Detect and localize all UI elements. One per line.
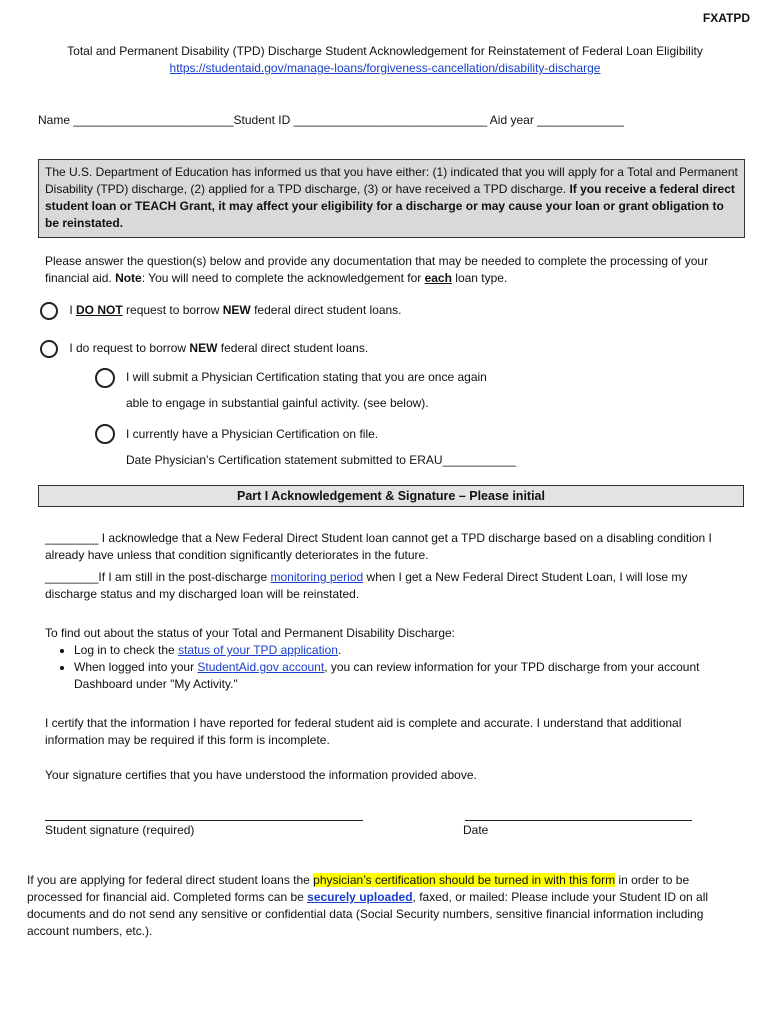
notice-bold-text: If you receive a federal direct student loan or TEACH Grant, it may affect your eligibility for a discharge or may cause your loan or grant obligation to be reinstated. <box>45 182 735 230</box>
ack-2-initial-field[interactable]: ________ <box>45 570 99 584</box>
suboption-will-submit-label-1: I will submit a Physician Certification stating that you are once again <box>126 370 487 384</box>
form-code: FXATPD <box>702 11 750 25</box>
url-link-container <box>0 60 770 77</box>
student-id-label: Student ID <box>233 113 291 127</box>
name-field[interactable]: ________________________ <box>73 113 234 127</box>
option-do-not-borrow[interactable] <box>40 302 402 320</box>
option-do-not-borrow-label: I DO NOT request to borrow NEW federal direct student loans. <box>69 303 402 318</box>
suboption-on-file[interactable] <box>95 424 115 444</box>
disability-discharge-link[interactable]: https://studentaid.gov/manage-loans/forgiveness-cancellation/disability-discharge <box>169 61 601 75</box>
student-id-field[interactable]: _____________________________ <box>293 113 488 127</box>
do-not-emphasis: DO NOT <box>76 303 123 318</box>
aid-year-label: Aid year <box>489 113 534 127</box>
student-signature-label: Student signature (required) <box>45 823 195 837</box>
ack-1-text: I acknowledge that a New Federal Direct Student loan cannot get a TPD discharge based on a disabling condition I already have unless that condition significantly deteriorates in the future. <box>45 531 712 562</box>
tpd-status-link[interactable]: status of your TPD application <box>178 643 338 657</box>
note-text-b: loan type. <box>451 271 508 285</box>
studentaid-account-link[interactable]: StudentAid.gov account <box>197 660 325 674</box>
status-intro: To find out about the status of your Total and Permanent Disability Discharge: <box>45 626 456 640</box>
option-do-borrow-label: I do request to borrow NEW federal direct student loans. <box>69 341 369 356</box>
securely-uploaded-link[interactable]: securely uploaded <box>307 890 413 904</box>
note-text-a: : You will need to complete the acknowledgement for <box>141 271 425 285</box>
instructions <box>45 253 735 287</box>
radio-do-not-borrow[interactable] <box>40 302 58 320</box>
ack-1-initial-field[interactable]: ________ <box>45 531 99 545</box>
status-list <box>45 642 735 693</box>
form-title: Total and Permanent Disability (TPD) Discharge Student Acknowledgement for Reinstatement of Federal Loan Eligibility <box>67 44 703 58</box>
part1-header: Part I Acknowledgement & Signature – Please initial <box>38 485 744 507</box>
date-line[interactable] <box>465 820 692 821</box>
aid-year-field[interactable]: _____________ <box>537 113 624 127</box>
monitoring-period-link[interactable]: monitoring period <box>270 570 364 584</box>
radio-will-submit[interactable] <box>95 368 115 388</box>
suboption-on-file-label: I currently have a Physician Certification on file. <box>126 427 379 441</box>
notice-text: The U.S. Department of Education has informed us that you have either: (1) indicated that you will apply for a Total and Permanent Disability (TPD) discharge, (2) applied for a TPD discharge, (3) or have received a TPD discharge. <box>45 165 738 196</box>
note-label: Note <box>115 271 142 285</box>
student-signature-line[interactable] <box>45 820 363 821</box>
signature-note: Your signature certifies that you have understood the information provided above. <box>45 768 477 782</box>
status-section <box>45 625 735 693</box>
date-label: Date <box>463 823 489 837</box>
certify-text: I certify that the information I have reported for federal student aid is complete and accurate. I understand that additional information may be required if this form is incomplete. <box>45 716 682 747</box>
suboption-will-submit[interactable] <box>95 368 115 388</box>
name-label: Name <box>38 113 71 127</box>
instructions-text: Please answer the question(s) below and provide any documentation that may be needed to complete the processing of your financial aid. <box>45 254 709 285</box>
student-info-row <box>38 112 624 129</box>
status-bullet-1: • Log in to check the status of your TPD application. <box>74 642 735 659</box>
radio-do-borrow[interactable] <box>40 340 58 358</box>
notice-box <box>38 159 745 238</box>
option-do-borrow[interactable] <box>40 340 368 358</box>
radio-on-file[interactable] <box>95 424 115 444</box>
footer-text: If you are applying for federal direct student loans the physician’s certification should be turned in with this form in order to be processed for financial aid. Completed forms can be securely uploaded, faxed, or mailed: Please include your Student ID on all documents and do not send any sensitive or confidential data (Social Security numbers, sensitive financial information including account numbers, etc.). <box>27 873 709 938</box>
ack-2: ________If I am still in the post-discharge monitoring period when I get a New Federal Direct Student Loan, I will lose my discharge status and my discharged loan will be reinstated. <box>45 570 688 601</box>
physician-cert-date-field[interactable]: Date Physician’s Certification statement submitted to ERAU___________ <box>126 453 516 467</box>
note-each: each <box>424 271 452 285</box>
physician-cert-highlight: physician’s certification should be turned in with this form <box>313 873 616 887</box>
status-bullet-2: • When logged into your StudentAid.gov account, you can review information for your TPD discharge from your account Dashboard under "My Activity." <box>74 659 735 693</box>
suboption-will-submit-label-2: able to engage in substantial gainful activity. (see below). <box>126 396 429 410</box>
ack-1 <box>45 530 735 564</box>
